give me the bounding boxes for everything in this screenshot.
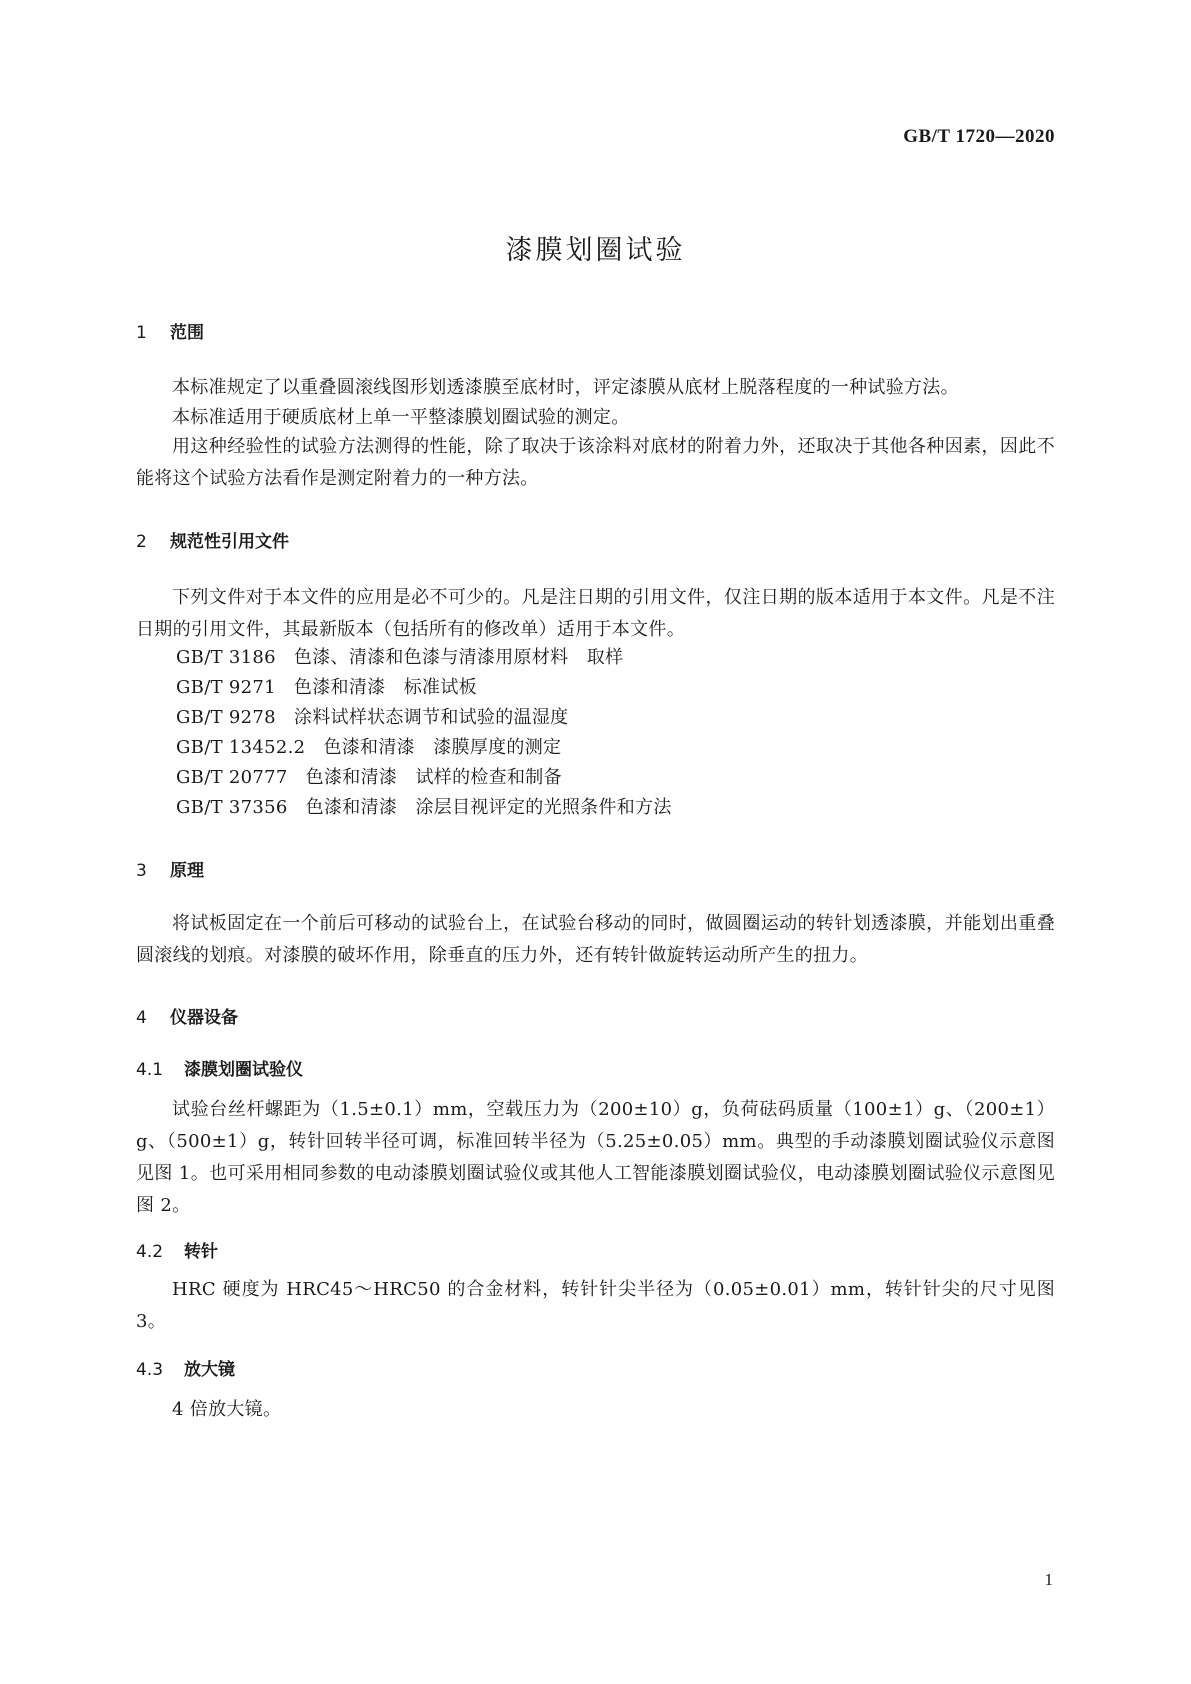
reference-item	[176, 732, 561, 764]
paragraph: 本标准适用于硬质底材上单一平整漆膜划圈试验的测定。	[172, 407, 630, 428]
subsection-number: 4.2	[136, 1242, 164, 1262]
standard-code: GB/T 1720—2020	[903, 126, 1055, 147]
reference-title: 色漆和清漆 涂层目视评定的光照条件和方法	[305, 797, 672, 818]
paragraph: 将试板固定在一个前后可移动的试验台上，在试验台移动的同时，做圆圈运动的转针划透漆膜，并能划出重叠圆滚线的划痕。对漆膜的破坏作用，除垂直的压力外，还有转针做旋转运动所产生的扭力。	[136, 913, 1055, 966]
document-title: 漆膜划圈试验	[505, 235, 686, 266]
reference-item	[176, 672, 477, 704]
reference-title: 色漆、清漆和色漆与清漆用原材料 取样	[293, 647, 624, 668]
reference-code: GB/T 37356	[176, 797, 288, 818]
subsection-4-2-heading	[136, 1237, 218, 1262]
section-3-heading	[136, 856, 204, 881]
reference-item	[176, 762, 562, 794]
section-number: 3	[136, 861, 147, 881]
reference-item	[176, 702, 568, 734]
section-4-heading	[136, 1003, 238, 1028]
reference-title: 涂料试样状态调节和试验的温湿度	[293, 707, 569, 728]
subsection-number: 4.1	[136, 1060, 164, 1080]
reference-item	[176, 642, 623, 674]
paragraph: 用这种经验性的试验方法测得的性能，除了取决于该涂料对底材的附着力外，还取决于其他各种因素，因此不能将这个试验方法看作是测定附着力的一种方法。	[136, 436, 1055, 489]
page-number: 1	[1044, 1570, 1053, 1589]
paragraph: 试验台丝杆螺距为（1.5±0.1）mm，空载压力为（200±10）g，负荷砝码质量（100±1）g、（200±1）g、（500±1）g，转针回转半径可调，标准回转半径为（5.25±0.05）mm。典型的手动漆膜划圈试验仪示意图见图 1。也可采用相同参数的电动漆膜划圈试验仪或其他人工智能漆膜划圈试验仪，电动漆膜划圈试验仪示意图见图 2。	[136, 1099, 1055, 1216]
reference-title: 色漆和清漆 标准试板	[293, 677, 477, 698]
section-1-heading	[136, 318, 204, 343]
subsection-title: 放大镜	[184, 1360, 235, 1380]
subsection-4-3-heading	[136, 1355, 235, 1380]
paragraph: HRC 硬度为 HRC45～HRC50 的合金材料，转针针尖半径为（0.05±0.01）mm，转针针尖的尺寸见图 3。	[136, 1279, 1055, 1332]
section-title: 原理	[170, 861, 204, 881]
section-title: 规范性引用文件	[170, 532, 289, 552]
section-number: 4	[136, 1008, 147, 1028]
reference-title: 色漆和清漆 试样的检查和制备	[305, 767, 562, 788]
subsection-number: 4.3	[136, 1360, 164, 1380]
reference-code: GB/T 9271	[176, 677, 276, 698]
section-title: 仪器设备	[170, 1008, 238, 1028]
subsection-4-1-heading	[136, 1055, 303, 1080]
reference-code: GB/T 20777	[176, 767, 288, 788]
reference-item	[176, 792, 672, 824]
paragraph: 本标准规定了以重叠圆滚线图形划透漆膜至底材时，评定漆膜从底材上脱落程度的一种试验方法。	[172, 377, 959, 398]
section-title: 范围	[170, 323, 204, 343]
reference-code: GB/T 13452.2	[176, 737, 306, 758]
paragraph: 4 倍放大镜。	[172, 1399, 282, 1420]
reference-code: GB/T 3186	[176, 647, 276, 668]
section-number: 2	[136, 532, 147, 552]
paragraph: 下列文件对于本文件的应用是必不可少的。凡是注日期的引用文件，仅注日期的版本适用于本文件。凡是不注日期的引用文件，其最新版本（包括所有的修改单）适用于本文件。	[136, 587, 1055, 640]
reference-code: GB/T 9278	[176, 707, 276, 728]
subsection-title: 转针	[184, 1242, 218, 1262]
section-number: 1	[136, 323, 147, 343]
reference-title: 色漆和清漆 漆膜厚度的测定	[323, 737, 562, 758]
section-2-heading	[136, 527, 289, 552]
subsection-title: 漆膜划圈试验仪	[184, 1060, 303, 1080]
